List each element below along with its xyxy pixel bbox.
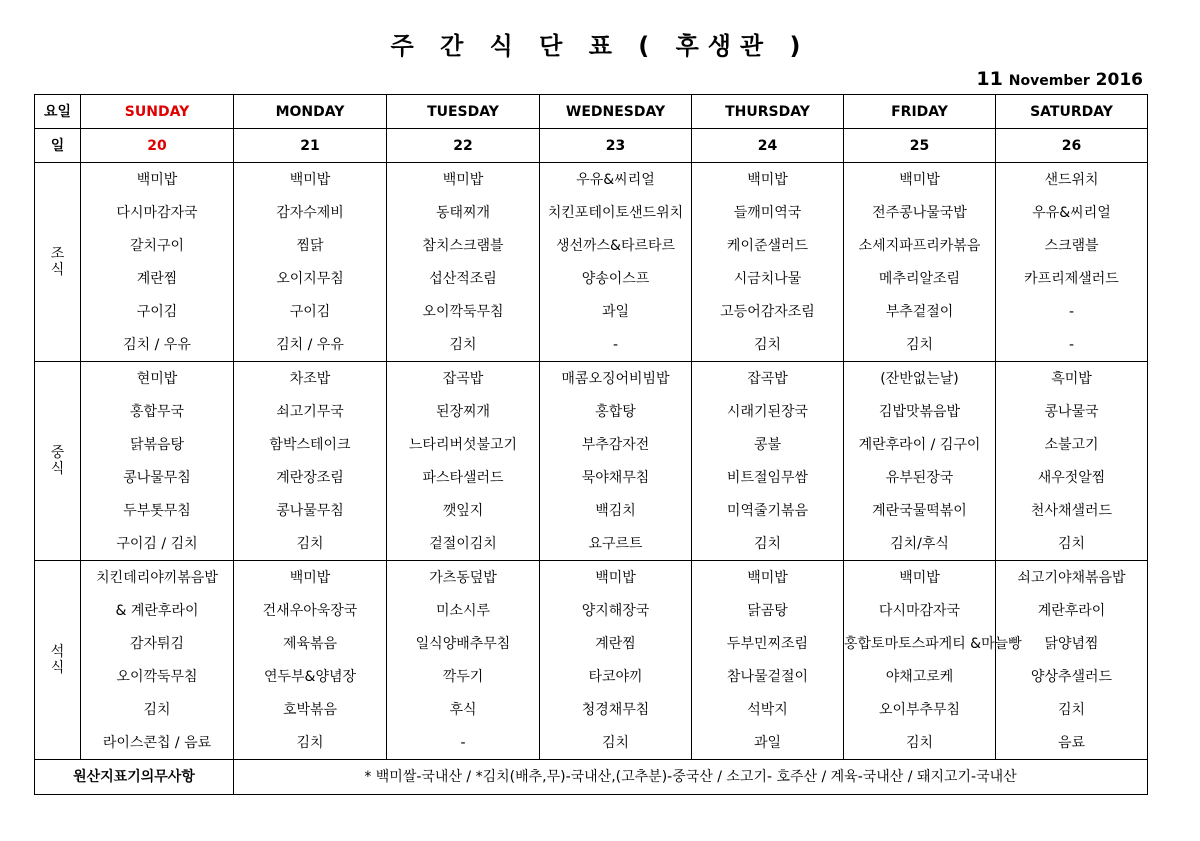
menu-item: 백미밥 xyxy=(844,561,996,595)
date-year: 2016 xyxy=(1095,70,1143,90)
dinner-row xyxy=(35,561,1148,595)
menu-item: 호박볶음 xyxy=(234,693,387,726)
menu-item: 함박스테이크 xyxy=(234,428,387,461)
menu-item: 흑미밥 xyxy=(996,362,1148,396)
menu-item: (잔반없는날) xyxy=(844,362,996,396)
menu-item: 다시마감자국 xyxy=(81,196,234,229)
day-header-row xyxy=(35,95,1148,129)
dinner-row xyxy=(35,726,1148,760)
menu-item: 찜닭 xyxy=(234,229,387,262)
lunch-row xyxy=(35,527,1148,561)
menu-item: 백미밥 xyxy=(234,163,387,197)
date-cell: 23 xyxy=(540,129,692,163)
menu-item: 고등어감자조림 xyxy=(692,295,844,328)
breakfast-label-char: 식 xyxy=(50,262,65,278)
menu-item: 섭산적조림 xyxy=(387,262,540,295)
date-cell: 21 xyxy=(234,129,387,163)
menu-item: 콩나물국 xyxy=(996,395,1148,428)
weekday-wednesday: WEDNESDAY xyxy=(540,95,692,129)
menu-item: 동태찌개 xyxy=(387,196,540,229)
menu-item: 매콤오징어비빔밥 xyxy=(540,362,692,396)
menu-item: 두부민찌조림 xyxy=(692,627,844,660)
menu-item: 미소시루 xyxy=(387,594,540,627)
menu-item: 콩나물무침 xyxy=(81,461,234,494)
menu-item: 홍합토마토스파게티 &마늘빵 xyxy=(844,627,996,660)
menu-item: 쇠고기무국 xyxy=(234,395,387,428)
menu-item: 제육볶음 xyxy=(234,627,387,660)
menu-item: 들깨미역국 xyxy=(692,196,844,229)
menu-item: 가츠동덮밥 xyxy=(387,561,540,595)
menu-item: 계란후라이 xyxy=(996,594,1148,627)
breakfast-row xyxy=(35,163,1148,197)
menu-item: 참치스크램블 xyxy=(387,229,540,262)
menu-item: 새우젓알찜 xyxy=(996,461,1148,494)
menu-item: 잡곡밥 xyxy=(387,362,540,396)
menu-item: 시래기된장국 xyxy=(692,395,844,428)
menu-item: 백미밥 xyxy=(387,163,540,197)
menu-item: - xyxy=(996,328,1148,362)
lunch-row xyxy=(35,362,1148,396)
menu-item: 김치/후식 xyxy=(844,527,996,561)
menu-item: 청경채무침 xyxy=(540,693,692,726)
lunch-row xyxy=(35,395,1148,428)
menu-item: 우유&씨리얼 xyxy=(996,196,1148,229)
menu-item: 깻잎지 xyxy=(387,494,540,527)
menu-date xyxy=(976,68,1143,90)
menu-item: 우유&씨리얼 xyxy=(540,163,692,197)
weekly-menu-table xyxy=(34,94,1148,795)
menu-item: 과일 xyxy=(540,295,692,328)
date-cell: 24 xyxy=(692,129,844,163)
page-title: 주 간 식 단 표 ( 후생관 ) xyxy=(390,32,810,60)
menu-item: 치킨포테이토샌드위치 xyxy=(540,196,692,229)
menu-item: 콩나물무침 xyxy=(234,494,387,527)
weekday-sunday: SUNDAY xyxy=(81,95,234,129)
menu-item: 잡곡밥 xyxy=(692,362,844,396)
breakfast-row xyxy=(35,262,1148,295)
breakfast-row xyxy=(35,229,1148,262)
menu-item: 계란찜 xyxy=(540,627,692,660)
menu-item: 두부톳무침 xyxy=(81,494,234,527)
breakfast-label xyxy=(35,163,81,362)
menu-item: 깍두기 xyxy=(387,660,540,693)
menu-item: - xyxy=(387,726,540,760)
menu-item: 백미밥 xyxy=(692,561,844,595)
date-day: 11 xyxy=(976,68,1003,90)
date-cell: 22 xyxy=(387,129,540,163)
menu-item: 연두부&양념장 xyxy=(234,660,387,693)
menu-item: 홍합탕 xyxy=(540,395,692,428)
menu-item: 계란장조림 xyxy=(234,461,387,494)
menu-item: 과일 xyxy=(692,726,844,760)
menu-item: 현미밥 xyxy=(81,362,234,396)
menu-item: 오이지무침 xyxy=(234,262,387,295)
menu-item: 차조밥 xyxy=(234,362,387,396)
menu-item: 된장찌개 xyxy=(387,395,540,428)
menu-item: 백미밥 xyxy=(540,561,692,595)
menu-item: 백미밥 xyxy=(234,561,387,595)
menu-item: 라이스콘칩 / 음료 xyxy=(81,726,234,760)
menu-item: 느타리버섯불고기 xyxy=(387,428,540,461)
menu-item: 카프리제샐러드 xyxy=(996,262,1148,295)
weekday-label: 요일 xyxy=(35,95,81,129)
menu-item: 소세지파프리카볶음 xyxy=(844,229,996,262)
menu-item: 김치 xyxy=(996,527,1148,561)
menu-item: 콩불 xyxy=(692,428,844,461)
menu-item: 갈치구이 xyxy=(81,229,234,262)
menu-item: 오이깍둑무침 xyxy=(81,660,234,693)
menu-item: 쇠고기야채볶음밥 xyxy=(996,561,1148,595)
menu-item: 후식 xyxy=(387,693,540,726)
menu-item: 김치 xyxy=(81,693,234,726)
date-cell: 20 xyxy=(81,129,234,163)
menu-item: 천사채샐러드 xyxy=(996,494,1148,527)
weekday-friday: FRIDAY xyxy=(844,95,996,129)
weekday-thursday: THURSDAY xyxy=(692,95,844,129)
menu-item: 참나물겉절이 xyxy=(692,660,844,693)
menu-item: 음료 xyxy=(996,726,1148,760)
menu-item: 구이김 xyxy=(234,295,387,328)
menu-item: 부추감자전 xyxy=(540,428,692,461)
menu-item: 닭곰탕 xyxy=(692,594,844,627)
menu-item: 오이부추무침 xyxy=(844,693,996,726)
menu-item: 시금치나물 xyxy=(692,262,844,295)
menu-item: 파스타샐러드 xyxy=(387,461,540,494)
menu-item: 닭볶음탕 xyxy=(81,428,234,461)
menu-item: 소불고기 xyxy=(996,428,1148,461)
date-cell: 26 xyxy=(996,129,1148,163)
breakfast-label-char: 조 xyxy=(50,246,65,262)
menu-item: 타코야끼 xyxy=(540,660,692,693)
origin-notice-text: * 백미쌀-국내산 / *김치(배추,무)-국내산,(고추분)-중국산 / 소고기- 호주산 / 계육-국내산 / 돼지고기-국내산 xyxy=(234,760,1148,795)
menu-item: 계란후라이 / 김구이 xyxy=(844,428,996,461)
menu-item: 김치 xyxy=(692,527,844,561)
date-month: November xyxy=(1008,73,1090,89)
breakfast-row xyxy=(35,328,1148,362)
menu-item: 감자수제비 xyxy=(234,196,387,229)
date-cell: 25 xyxy=(844,129,996,163)
origin-notice-row xyxy=(35,760,1148,795)
menu-item: 메추리알조림 xyxy=(844,262,996,295)
menu-item: 백미밥 xyxy=(844,163,996,197)
dinner-row xyxy=(35,660,1148,693)
dinner-row xyxy=(35,693,1148,726)
menu-item: 야채고로케 xyxy=(844,660,996,693)
menu-item: 치킨데리야끼볶음밥 xyxy=(81,561,234,595)
menu-item: 계란찜 xyxy=(81,262,234,295)
menu-item: 김치 xyxy=(234,527,387,561)
origin-notice-label: 원산지표기의무사항 xyxy=(35,760,234,795)
lunch-row xyxy=(35,494,1148,527)
menu-item: & 계란후라이 xyxy=(81,594,234,627)
menu-item: 다시마감자국 xyxy=(844,594,996,627)
menu-item: 김밥맛볶음밥 xyxy=(844,395,996,428)
breakfast-row xyxy=(35,196,1148,229)
lunch-label-char: 식 xyxy=(50,461,65,477)
menu-item: 김치 / 우유 xyxy=(234,328,387,362)
weekday-tuesday: TUESDAY xyxy=(387,95,540,129)
menu-item: 김치 xyxy=(996,693,1148,726)
menu-item: 양지해장국 xyxy=(540,594,692,627)
menu-item: 건새우아욱장국 xyxy=(234,594,387,627)
menu-item: 유부된장국 xyxy=(844,461,996,494)
menu-item: 김치 xyxy=(387,328,540,362)
menu-item: - xyxy=(996,295,1148,328)
weekday-monday: MONDAY xyxy=(234,95,387,129)
menu-item: 생선까스&타르타르 xyxy=(540,229,692,262)
menu-item: 전주콩나물국밥 xyxy=(844,196,996,229)
dinner-row xyxy=(35,627,1148,660)
date-row xyxy=(35,129,1148,163)
menu-item: 겉절이김치 xyxy=(387,527,540,561)
menu-item: 일식양배추무침 xyxy=(387,627,540,660)
lunch-row xyxy=(35,428,1148,461)
menu-item: 김치 xyxy=(844,726,996,760)
menu-item: 김치 / 우유 xyxy=(81,328,234,362)
dinner-label xyxy=(35,561,81,760)
lunch-label-char: 중 xyxy=(50,445,65,461)
lunch-label xyxy=(35,362,81,561)
date-label: 일 xyxy=(35,129,81,163)
menu-item: 미역줄기볶음 xyxy=(692,494,844,527)
menu-item: 백김치 xyxy=(540,494,692,527)
menu-item: 김치 xyxy=(844,328,996,362)
menu-item: 케이준샐러드 xyxy=(692,229,844,262)
menu-item: 부추겉절이 xyxy=(844,295,996,328)
dinner-row xyxy=(35,594,1148,627)
menu-item: 홍합무국 xyxy=(81,395,234,428)
menu-item: 구이김 xyxy=(81,295,234,328)
menu-item: 닭양념찜 xyxy=(996,627,1148,660)
menu-item: 비트절임무쌈 xyxy=(692,461,844,494)
weekday-saturday: SATURDAY xyxy=(996,95,1148,129)
menu-item: 구이김 / 김치 xyxy=(81,527,234,561)
menu-item: 요구르트 xyxy=(540,527,692,561)
menu-item: 김치 xyxy=(234,726,387,760)
menu-item: 묵야채무침 xyxy=(540,461,692,494)
menu-item: 스크램블 xyxy=(996,229,1148,262)
menu-item: 백미밥 xyxy=(692,163,844,197)
menu-item: 오이깍둑무침 xyxy=(387,295,540,328)
menu-item: 김치 xyxy=(540,726,692,760)
menu-item: 계란국물떡볶이 xyxy=(844,494,996,527)
lunch-row xyxy=(35,461,1148,494)
dinner-label-char: 식 xyxy=(50,660,65,676)
menu-item: - xyxy=(540,328,692,362)
menu-item: 김치 xyxy=(692,328,844,362)
menu-item: 양송이스프 xyxy=(540,262,692,295)
breakfast-row xyxy=(35,295,1148,328)
menu-item: 감자튀김 xyxy=(81,627,234,660)
menu-item: 샌드위치 xyxy=(996,163,1148,197)
menu-item: 석박지 xyxy=(692,693,844,726)
menu-item: 양상추샐러드 xyxy=(996,660,1148,693)
dinner-label-char: 석 xyxy=(50,644,65,660)
menu-item: 백미밥 xyxy=(81,163,234,197)
